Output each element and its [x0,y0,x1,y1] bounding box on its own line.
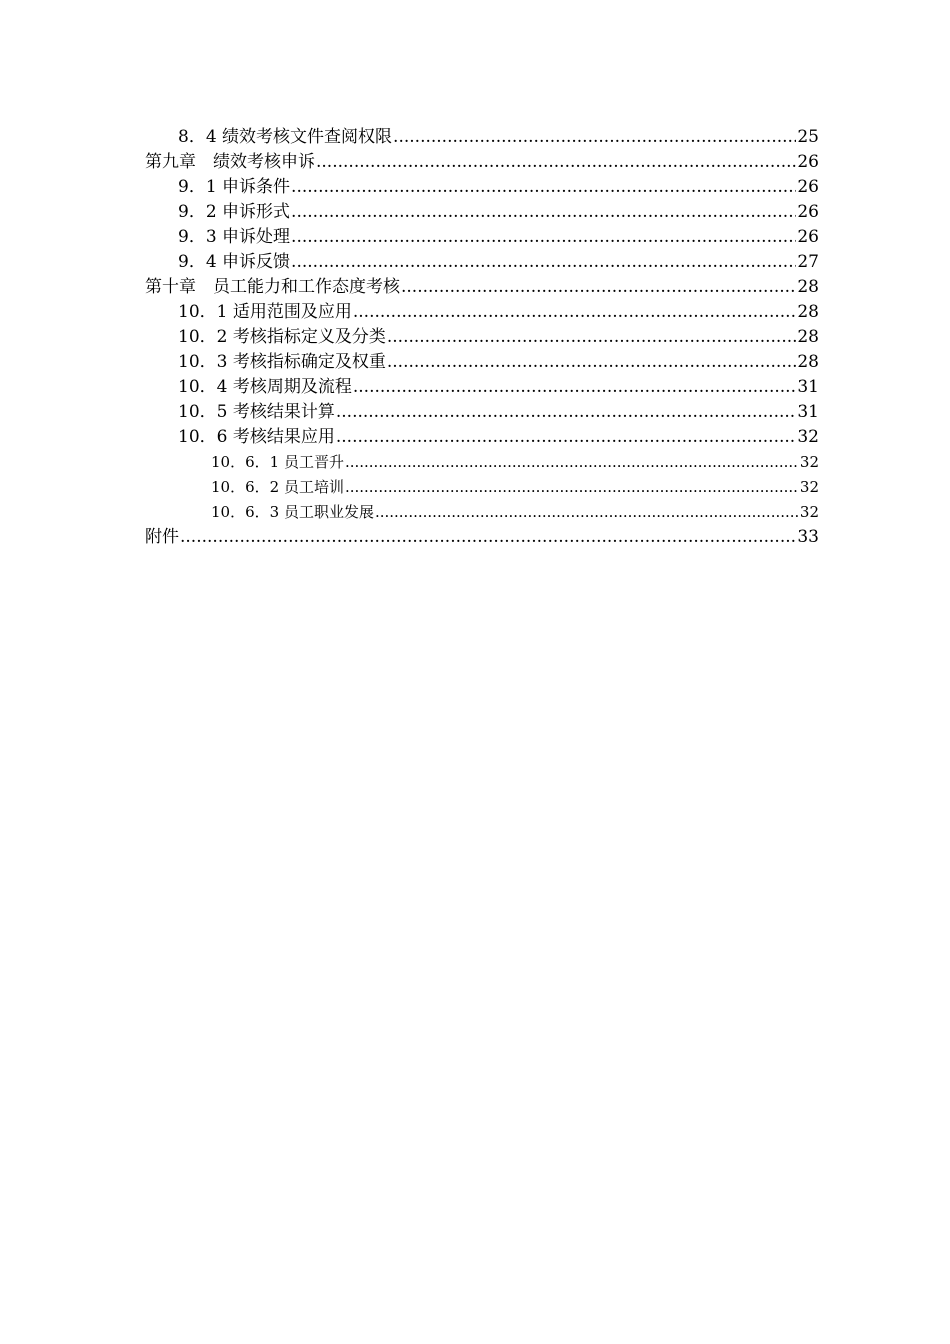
toc-entry-title: 10．1 适用范围及应用 [178,302,352,322]
toc-entry-title: 10．2 考核指标定义及分类 [178,327,386,347]
toc-entry-title: 附件 [145,527,179,547]
toc-leader-dots [375,500,799,525]
toc-entry-title: 10．3 考核指标确定及权重 [178,352,386,372]
toc-entry[interactable] [145,350,819,375]
toc-entry-page: 28 [797,302,819,322]
toc-entry[interactable] [145,225,819,250]
toc-entry[interactable] [145,500,819,525]
toc-entry[interactable] [145,250,819,275]
toc-entry-title: 9．1 申诉条件 [178,177,291,197]
toc-entry-page: 25 [797,127,819,147]
toc-entry-title: 9．3 申诉处理 [178,227,291,247]
toc-entry-page: 31 [797,402,819,422]
toc-leader-dots [387,350,797,375]
toc-entry[interactable] [145,300,819,325]
toc-entry-page: 31 [797,377,819,397]
toc-leader-dots [291,250,796,275]
toc-leader-dots [345,475,799,500]
toc-entry-title: 第十章 员工能力和工作态度考核 [145,277,400,297]
toc-leader-dots [180,525,796,550]
toc-entry[interactable] [145,450,819,475]
toc-entry-title: 10．6．1 员工晋升 [211,453,344,471]
toc-entry[interactable] [145,150,819,175]
toc-leader-dots [393,125,796,150]
toc-entry-page: 32 [799,453,819,471]
toc-leader-dots [336,400,797,425]
toc-entry-title: 9．2 申诉形式 [178,202,291,222]
toc-leader-dots [401,275,796,300]
toc-leader-dots [291,175,796,200]
toc-entry-title: 9．4 申诉反馈 [178,252,291,272]
toc-entry[interactable] [145,275,819,300]
toc-entry-page: 32 [799,478,819,496]
toc-entry-page: 28 [797,277,819,297]
toc-entry-page: 28 [797,327,819,347]
toc-entry-page: 26 [797,177,819,197]
toc-entry-page: 26 [797,152,819,172]
toc-entry[interactable] [145,125,819,150]
toc-entry-page: 28 [797,352,819,372]
toc-entry-title: 10．6．2 员工培训 [211,478,344,496]
toc-entry[interactable] [145,425,819,450]
toc-entry[interactable] [145,400,819,425]
toc-entry-page: 26 [797,202,819,222]
toc-leader-dots [353,375,797,400]
toc-entry-title: 10．6．3 员工职业发展 [211,503,374,521]
toc-entry-page: 27 [797,252,819,272]
toc-entry-title: 10．4 考核周期及流程 [178,377,352,397]
toc-leader-dots [345,450,799,475]
toc-entry[interactable] [145,175,819,200]
toc-entry-page: 32 [799,503,819,521]
table-of-contents [145,125,819,550]
toc-leader-dots [387,325,797,350]
toc-entry[interactable] [145,200,819,225]
toc-leader-dots [316,150,796,175]
toc-entry-page: 33 [797,527,819,547]
toc-leader-dots [353,300,797,325]
toc-entry-title: 10．5 考核结果计算 [178,402,335,422]
toc-leader-dots [336,425,797,450]
toc-leader-dots [291,200,796,225]
toc-entry[interactable] [145,475,819,500]
toc-entry[interactable] [145,525,819,550]
toc-leader-dots [291,225,796,250]
toc-entry-title: 8．4 绩效考核文件查阅权限 [178,127,393,147]
toc-entry[interactable] [145,325,819,350]
toc-entry-title: 第九章 绩效考核申诉 [145,152,315,172]
toc-entry-title: 10．6 考核结果应用 [178,427,335,447]
toc-entry[interactable] [145,375,819,400]
toc-entry-page: 32 [797,427,819,447]
toc-entry-page: 26 [797,227,819,247]
